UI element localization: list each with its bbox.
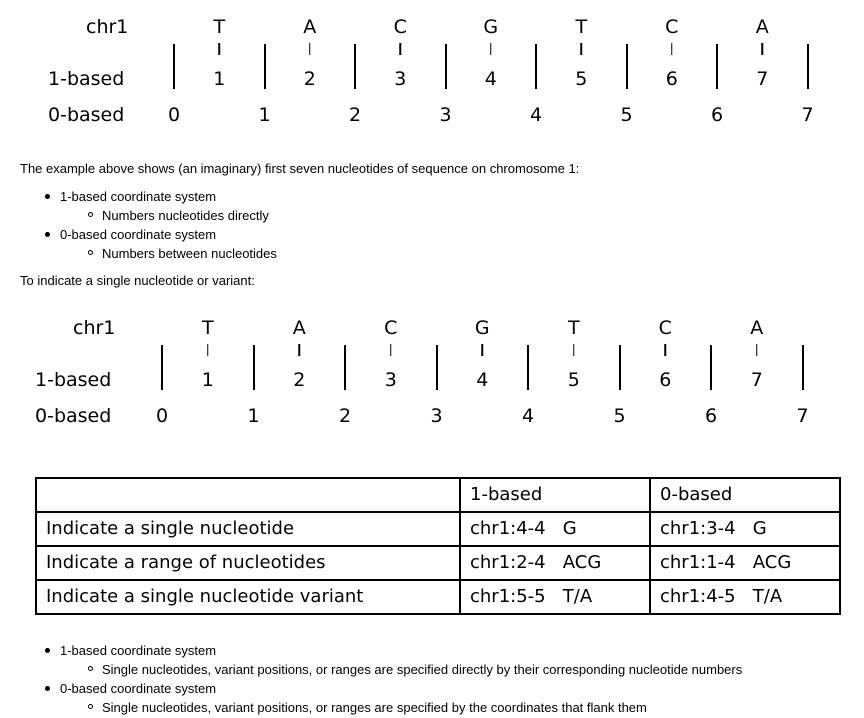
boundary-tick: [161, 345, 163, 390]
nucleotide-letter: T: [213, 16, 226, 38]
header-cell: [36, 478, 460, 512]
boundary-tick: [436, 345, 438, 390]
table-header-row: [36, 478, 840, 512]
nucleotide-connector: [219, 43, 221, 55]
summary-list: [0, 641, 742, 717]
nucleotide-letter: C: [665, 16, 679, 38]
zero-based-number: 0: [155, 405, 169, 427]
nucleotide-connector: [756, 344, 758, 356]
zero-based-number: 2: [338, 405, 352, 427]
boundary-tick: [354, 44, 356, 89]
nucleotide-letter: T: [201, 317, 214, 339]
one-based-number: 1: [201, 369, 214, 391]
zero-based-number: 0: [167, 104, 181, 126]
zero-based-number: 4: [521, 405, 535, 427]
nucleotide-connector: [671, 43, 673, 55]
table-cell: Indicate a range of nucleotides: [36, 546, 460, 580]
one-based-number: 1: [213, 68, 226, 90]
one-based-label: 1-based: [35, 369, 112, 391]
nucleotide-letter: C: [658, 317, 672, 339]
boundary-tick: [535, 44, 537, 89]
zero-based-number: 2: [348, 104, 362, 126]
list-subitem: Numbers nucleotides directly: [60, 206, 277, 225]
one-based-number: 7: [756, 68, 769, 90]
one-based-number: 3: [394, 68, 407, 90]
table-row: [36, 512, 840, 546]
nucleotide-letter: T: [575, 16, 588, 38]
zero-based-number: 1: [247, 405, 260, 427]
zero-based-number: 7: [796, 405, 809, 427]
boundary-tick: [173, 44, 175, 89]
nucleotide-letter: C: [393, 16, 407, 38]
one-based-number: 5: [567, 369, 580, 391]
nucleotide-connector: [309, 43, 311, 55]
nucleotide-connector: [581, 43, 583, 55]
table-cell: chr1:5-5 T/A: [460, 580, 650, 614]
zero-based-number: 5: [620, 104, 633, 126]
header-cell: 1-based: [460, 478, 650, 512]
table-cell: chr1:2-4 ACG: [460, 546, 650, 580]
boundary-tick: [344, 345, 346, 390]
nucleotide-letter: T: [567, 317, 580, 339]
one-based-number: 5: [575, 68, 588, 90]
nucleotide-connector: [299, 344, 301, 356]
coordinate-diagram-top: [0, 14, 864, 144]
zero-based-number: 1: [258, 104, 271, 126]
table-row: [36, 546, 840, 580]
list-item: 0-based coordinate system Numbers between nucleotides: [0, 225, 277, 263]
table-cell: Indicate a single nucleotide: [36, 512, 460, 546]
nucleotide-connector: [400, 43, 402, 55]
one-based-label: 1-based: [48, 68, 125, 90]
nucleotide-letter: G: [474, 317, 490, 339]
one-based-number: 7: [750, 369, 763, 391]
table-cell: chr1:4-4 G: [460, 512, 650, 546]
zero-based-number: 4: [529, 104, 543, 126]
zero-based-number: 6: [704, 405, 718, 427]
list-subitem: Single nucleotides, variant positions, or ranges are specified by the coordinates that flank them: [60, 698, 742, 717]
coordinate-diagram-bottom: [0, 315, 864, 445]
zero-based-number: 3: [430, 405, 443, 427]
table-cell: chr1:1-4 ACG: [650, 546, 840, 580]
zero-based-number: 6: [710, 104, 724, 126]
boundary-tick: [802, 345, 804, 390]
header-cell: 0-based: [650, 478, 840, 512]
nucleotide-connector: [762, 43, 764, 55]
nucleotide-connector: [573, 344, 575, 356]
boundary-tick: [253, 345, 255, 390]
zero-based-label: 0-based: [48, 104, 125, 126]
nucleotide-letter: A: [755, 16, 769, 38]
coordinate-systems-list: [0, 187, 277, 263]
zero-based-number: 5: [613, 405, 626, 427]
one-based-number: 4: [484, 68, 497, 90]
nucleotide-letter: A: [750, 317, 764, 339]
nucleotide-letter: A: [292, 317, 306, 339]
table-cell: chr1:4-5 T/A: [650, 580, 840, 614]
list-item: 1-based coordinate system Numbers nucleotides directly: [0, 187, 277, 225]
boundary-tick: [445, 44, 447, 89]
list-subitem: Numbers between nucleotides: [60, 244, 277, 263]
boundary-tick: [264, 44, 266, 89]
boundary-tick: [619, 345, 621, 390]
coordinate-comparison-table: [35, 477, 841, 615]
single-nucleotide-text: To indicate a single nucleotide or variant:: [20, 273, 255, 288]
one-based-number: 2: [293, 369, 306, 391]
table-cell: Indicate a single nucleotide variant: [36, 580, 460, 614]
boundary-tick: [716, 44, 718, 89]
nucleotide-letter: A: [303, 16, 317, 38]
nucleotide-connector: [665, 344, 667, 356]
one-based-number: 4: [476, 369, 489, 391]
zero-based-number: 3: [439, 104, 452, 126]
nucleotide-connector: [490, 43, 492, 55]
zero-based-number: 7: [801, 104, 814, 126]
table-cell: chr1:3-4 G: [650, 512, 840, 546]
one-based-number: 2: [303, 68, 316, 90]
nucleotide-letter: C: [384, 317, 398, 339]
list-item: 0-based coordinate system Single nucleotides, variant positions, or ranges are specified by the coordinates that flank them: [0, 679, 742, 717]
chrom-label: chr1: [86, 16, 129, 38]
one-based-number: 6: [665, 68, 678, 90]
table-row: [36, 580, 840, 614]
one-based-number: 3: [384, 369, 397, 391]
nucleotide-connector: [482, 344, 484, 356]
boundary-tick: [710, 345, 712, 390]
nucleotide-connector: [207, 344, 209, 356]
list-item: 1-based coordinate system Single nucleotides, variant positions, or ranges are specified directly by their corresponding nucleotide numbers: [0, 641, 742, 679]
boundary-tick: [626, 44, 628, 89]
zero-based-label: 0-based: [35, 405, 112, 427]
boundary-tick: [807, 44, 809, 89]
nucleotide-connector: [390, 344, 392, 356]
boundary-tick: [527, 345, 529, 390]
chrom-label: chr1: [73, 317, 116, 339]
intro-text: The example above shows (an imaginary) first seven nucleotides of sequence on chromosome 1:: [20, 161, 580, 176]
one-based-number: 6: [659, 369, 672, 391]
nucleotide-letter: G: [483, 16, 499, 38]
list-subitem: Single nucleotides, variant positions, or ranges are specified directly by their corresponding nucleotide numbers: [60, 660, 742, 679]
